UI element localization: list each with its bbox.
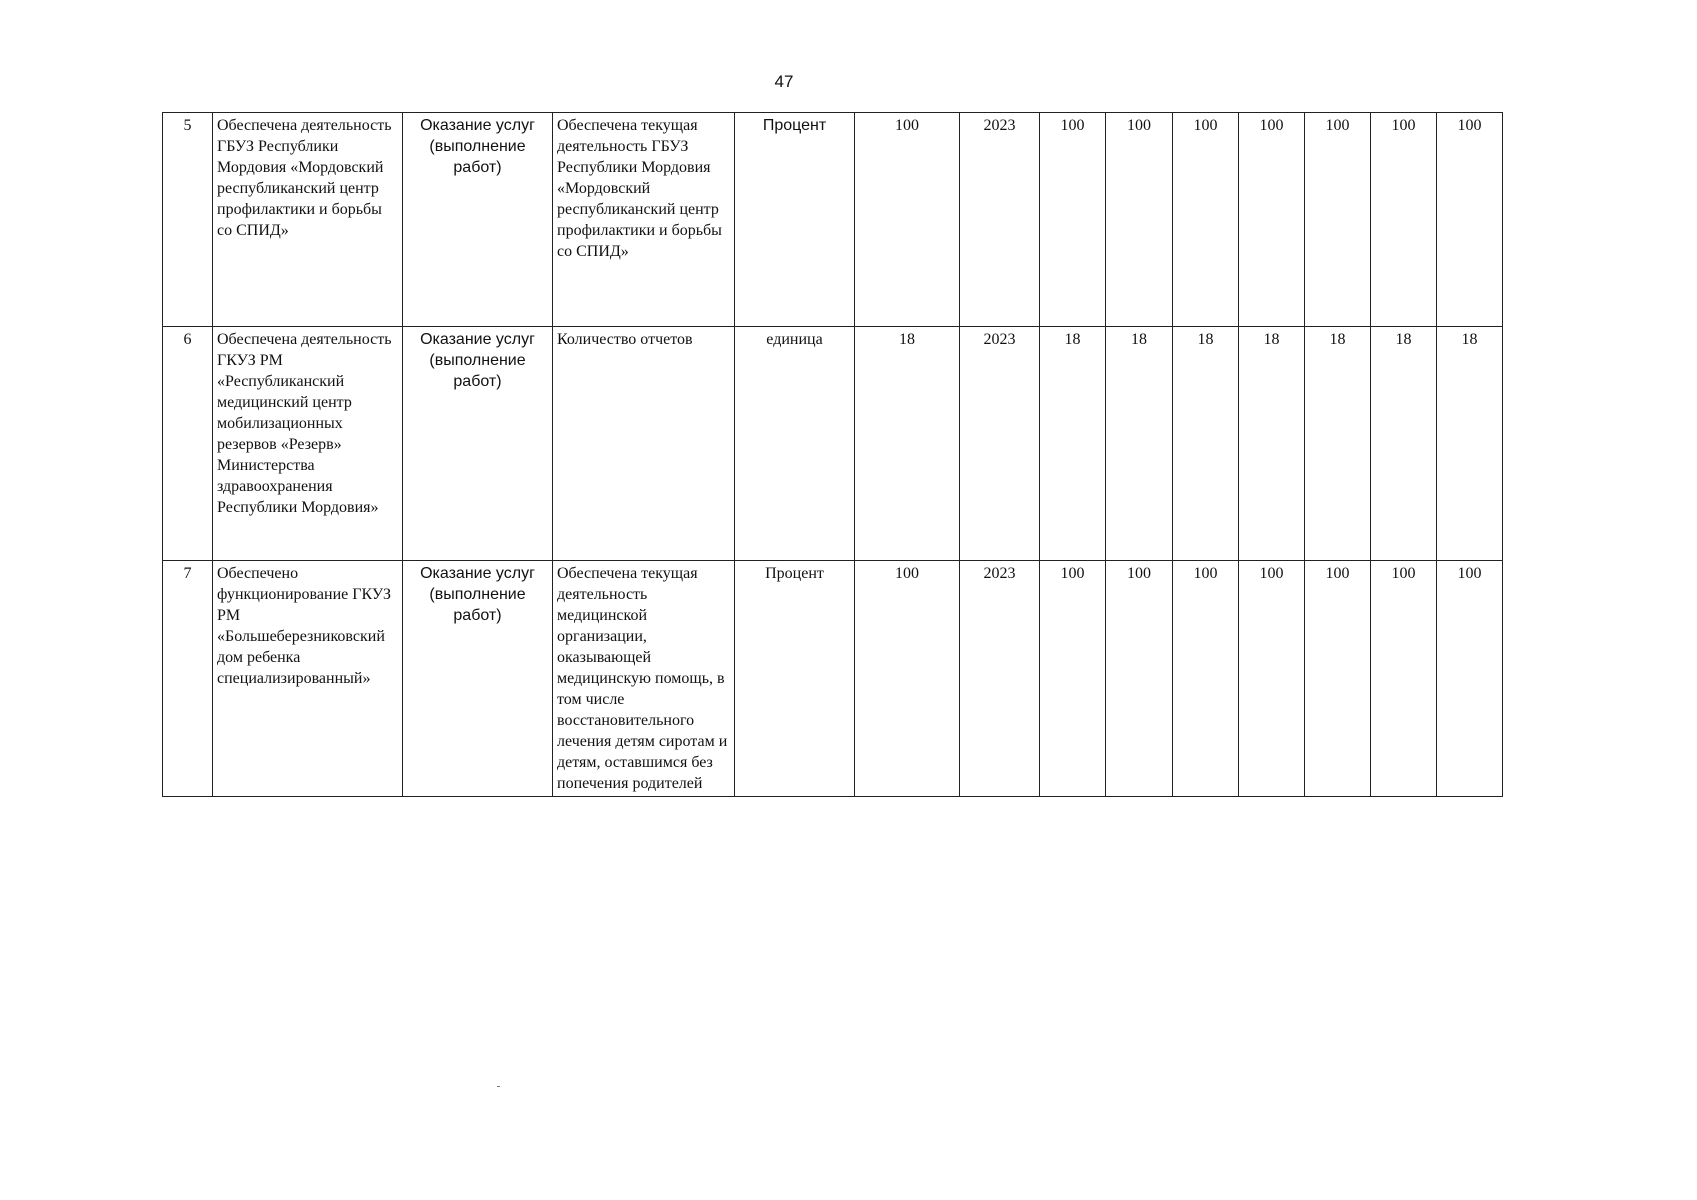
year-value: 100 — [1305, 113, 1371, 327]
year-value: 100 — [1173, 561, 1239, 797]
year-value: 18 — [1371, 327, 1437, 561]
year-value: 18 — [1437, 327, 1503, 561]
result-type: Оказание услуг (выполнение работ) — [403, 113, 553, 327]
year-value: 18 — [1173, 327, 1239, 561]
year-value: 100 — [1239, 113, 1305, 327]
result-name: Обеспечена деятельность ГКУЗ РМ «Республиканский медицинский центр мобилизационных резервов «Резерв» Министерства здравоохранения Республики Мордовия» — [213, 327, 403, 561]
base-value: 100 — [855, 561, 960, 797]
year-value: 100 — [1371, 561, 1437, 797]
table-row — [163, 561, 1503, 797]
year-value: 100 — [1173, 113, 1239, 327]
year-value: 100 — [1437, 561, 1503, 797]
year-value: 100 — [1371, 113, 1437, 327]
indicator-description: Обеспечена текущая деятельность ГБУЗ Республики Мордовия «Мордовский республиканский центр профилактики и борьбы со СПИД» — [553, 113, 735, 327]
page-number: 47 — [774, 72, 794, 91]
base-year: 2023 — [960, 561, 1040, 797]
year-value: 18 — [1040, 327, 1106, 561]
year-value: 100 — [1106, 561, 1173, 797]
year-value: 100 — [1106, 113, 1173, 327]
row-number: 6 — [163, 327, 213, 561]
result-name: Обеспечено функционирование ГКУЗ РМ «Большеберезниковский дом ребенка специализированный» — [213, 561, 403, 797]
indicators-table — [162, 112, 1503, 797]
year-value: 18 — [1239, 327, 1305, 561]
indicator-description: Обеспечена текущая деятельность медицинской организации, оказывающей медицинскую помощь, в том числе восстановительного лечения детям сиротам и детям, оставшимся без попечения родителей — [553, 561, 735, 797]
result-name: Обеспечена деятельность ГБУЗ Республики Мордовия «Мордовский республиканский центр профилактики и борьбы со СПИД» — [213, 113, 403, 327]
year-value: 100 — [1040, 113, 1106, 327]
year-value: 18 — [1106, 327, 1173, 561]
table-row — [163, 113, 1503, 327]
result-type: Оказание услуг (выполнение работ) — [403, 561, 553, 797]
scan-speck — [497, 1086, 500, 1087]
unit-of-measure: единица — [735, 327, 855, 561]
unit-of-measure: Процент — [735, 113, 855, 327]
result-type: Оказание услуг (выполнение работ) — [403, 327, 553, 561]
year-value: 100 — [1040, 561, 1106, 797]
indicator-description: Количество отчетов — [553, 327, 735, 561]
table-row — [163, 327, 1503, 561]
unit-of-measure: Процент — [735, 561, 855, 797]
year-value: 18 — [1305, 327, 1371, 561]
row-number: 5 — [163, 113, 213, 327]
base-value: 100 — [855, 113, 960, 327]
base-year: 2023 — [960, 327, 1040, 561]
year-value: 100 — [1239, 561, 1305, 797]
row-number: 7 — [163, 561, 213, 797]
year-value: 100 — [1305, 561, 1371, 797]
base-value: 18 — [855, 327, 960, 561]
base-year: 2023 — [960, 113, 1040, 327]
year-value: 100 — [1437, 113, 1503, 327]
